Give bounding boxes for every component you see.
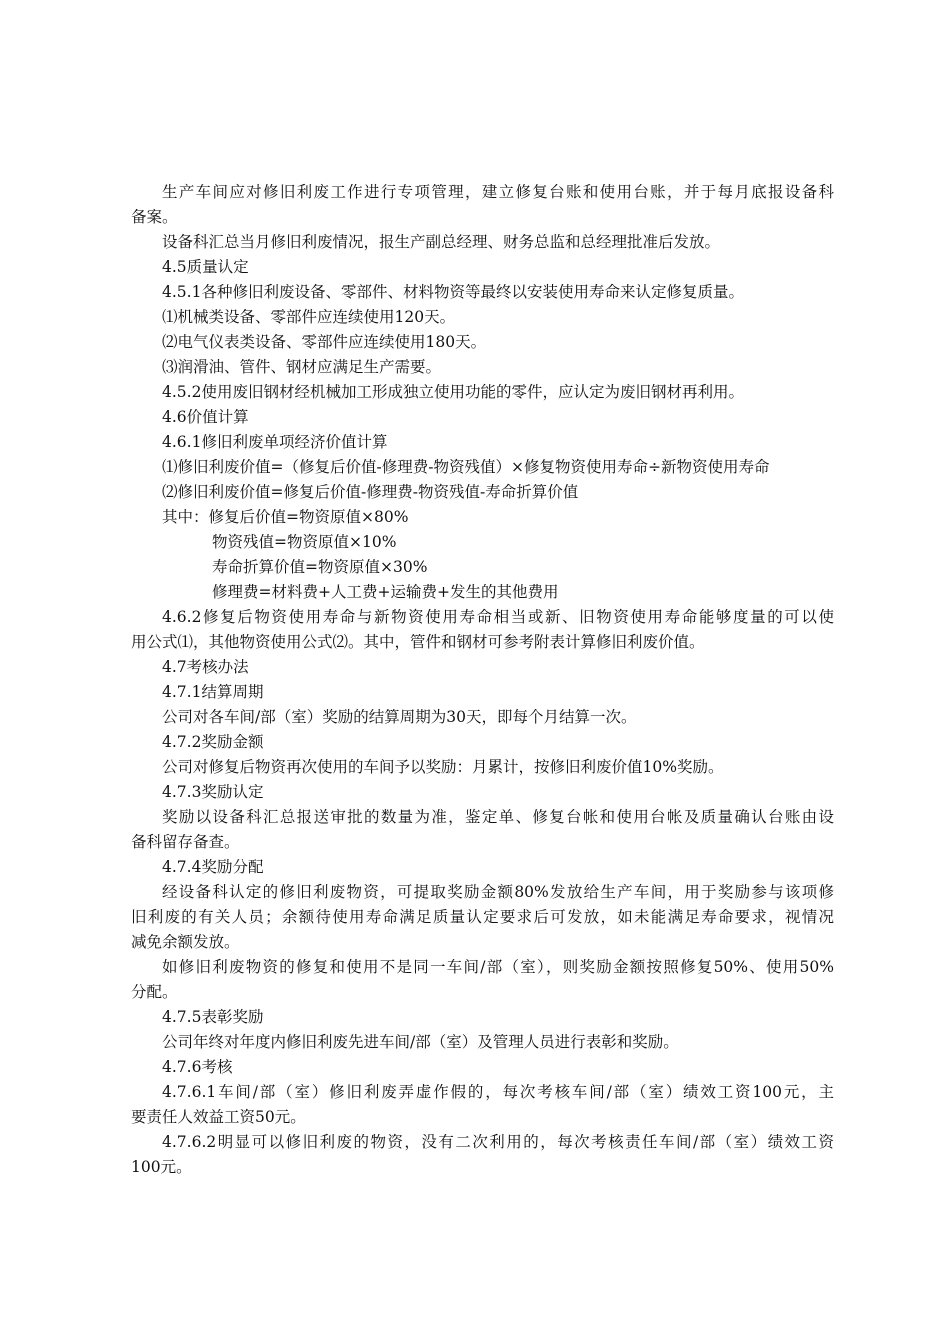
text-line: 设备科汇总当月修旧利废情况，报生产副总经理、财务总监和总经理批准后发放。: [162, 233, 721, 251]
formula-line: 寿命折算价值=物资原值×30%: [212, 558, 428, 576]
formula-line: ⑵修旧利废价值=修复后价值-修理费-物资残值-寿命折算价值: [162, 483, 579, 501]
text-line: 4.5.2使用废旧钢材经机械加工形成独立使用功能的零件，应认定为废旧钢材再利用。: [162, 383, 744, 401]
section-heading: 4.7.6考核: [162, 1058, 233, 1076]
list-item: ⑴机械类设备、零部件应连续使用120天。: [162, 308, 456, 326]
section-heading: 4.7.5表彰奖励: [162, 1008, 264, 1026]
text-line: 用公式⑴，其他物资使用公式⑵。其中，管件和钢材可参考附表计算修旧利废价值。: [131, 633, 705, 651]
section-heading: 4.7.1结算周期: [162, 683, 264, 701]
text-line: 备案。: [131, 208, 178, 226]
text-line: 旧利废的有关人员；余额待使用寿命满足质量认定要求后可发放，如未能满足寿命要求，视情况: [131, 908, 834, 926]
section-heading: 4.6.1修旧利废单项经济价值计算: [162, 433, 388, 451]
text-line: 生产车间应对修旧利废工作进行专项管理，建立修复台账和使用台账，并于每月底报设备科: [162, 183, 834, 201]
text-line: 公司对各车间/部（室）奖励的结算周期为30天，即每个月结算一次。: [162, 708, 637, 726]
section-heading: 4.6价值计算: [162, 408, 249, 426]
text-line: 减免余额发放。: [131, 933, 240, 951]
formula-line: 物资残值=物资原值×10%: [212, 533, 397, 551]
text-line: 奖励以设备科汇总报送审批的数量为准，鉴定单、修复台帐和使用台帐及质量确认台账由设: [162, 808, 834, 826]
text-line: 备科留存备查。: [131, 833, 240, 851]
text-line: 如修旧利废物资的修复和使用不是同一车间/部（室），则奖励金额按照修复50%、使用50%: [162, 958, 834, 976]
formula-line: 修理费=材料费+人工费+运输费+发生的其他费用: [212, 583, 559, 601]
text-line: 4.6.2修复后物资使用寿命与新物资使用寿命相当或新、旧物资使用寿命能够度量的可以使: [162, 608, 834, 626]
section-heading: 4.5质量认定: [162, 258, 249, 276]
formula-line: 其中：修复后价值=物资原值×80%: [162, 508, 409, 526]
text-line: 4.7.6.1车间/部（室）修旧利废弄虚作假的，每次考核车间/部（室）绩效工资100元，主: [162, 1083, 834, 1101]
section-heading: 4.7考核办法: [162, 658, 249, 676]
section-heading: 4.7.4奖励分配: [162, 858, 264, 876]
text-line: 公司年终对年度内修旧利废先进车间/部（室）及管理人员进行表彰和奖励。: [162, 1033, 679, 1051]
text-line: 100元。: [131, 1158, 192, 1176]
section-heading: 4.7.2奖励金额: [162, 733, 264, 751]
list-item: ⑶润滑油、管件、钢材应满足生产需要。: [162, 358, 442, 376]
text-line: 4.7.6.2明显可以修旧利废的物资，没有二次利用的，每次考核责任车间/部（室）绩效工资: [162, 1133, 834, 1151]
text-line: 4.5.1各种修旧利废设备、零部件、材料物资等最终以安装使用寿命来认定修复质量。: [162, 283, 744, 301]
list-item: ⑵电气仪表类设备、零部件应连续使用180天。: [162, 333, 487, 351]
section-heading: 4.7.3奖励认定: [162, 783, 264, 801]
text-line: 经设备科认定的修旧利废物资，可提取奖励金额80%发放给生产车间，用于奖励参与该项修: [162, 883, 834, 901]
text-line: 分配。: [131, 983, 178, 1001]
text-line: 公司对修复后物资再次使用的车间予以奖励：月累计，按修旧利废价值10%奖励。: [162, 758, 724, 776]
text-line: 要责任人效益工资50元。: [131, 1108, 306, 1126]
formula-line: ⑴修旧利废价值=（修复后价值-修理费-物资残值）×修复物资使用寿命÷新物资使用寿命: [162, 458, 770, 476]
